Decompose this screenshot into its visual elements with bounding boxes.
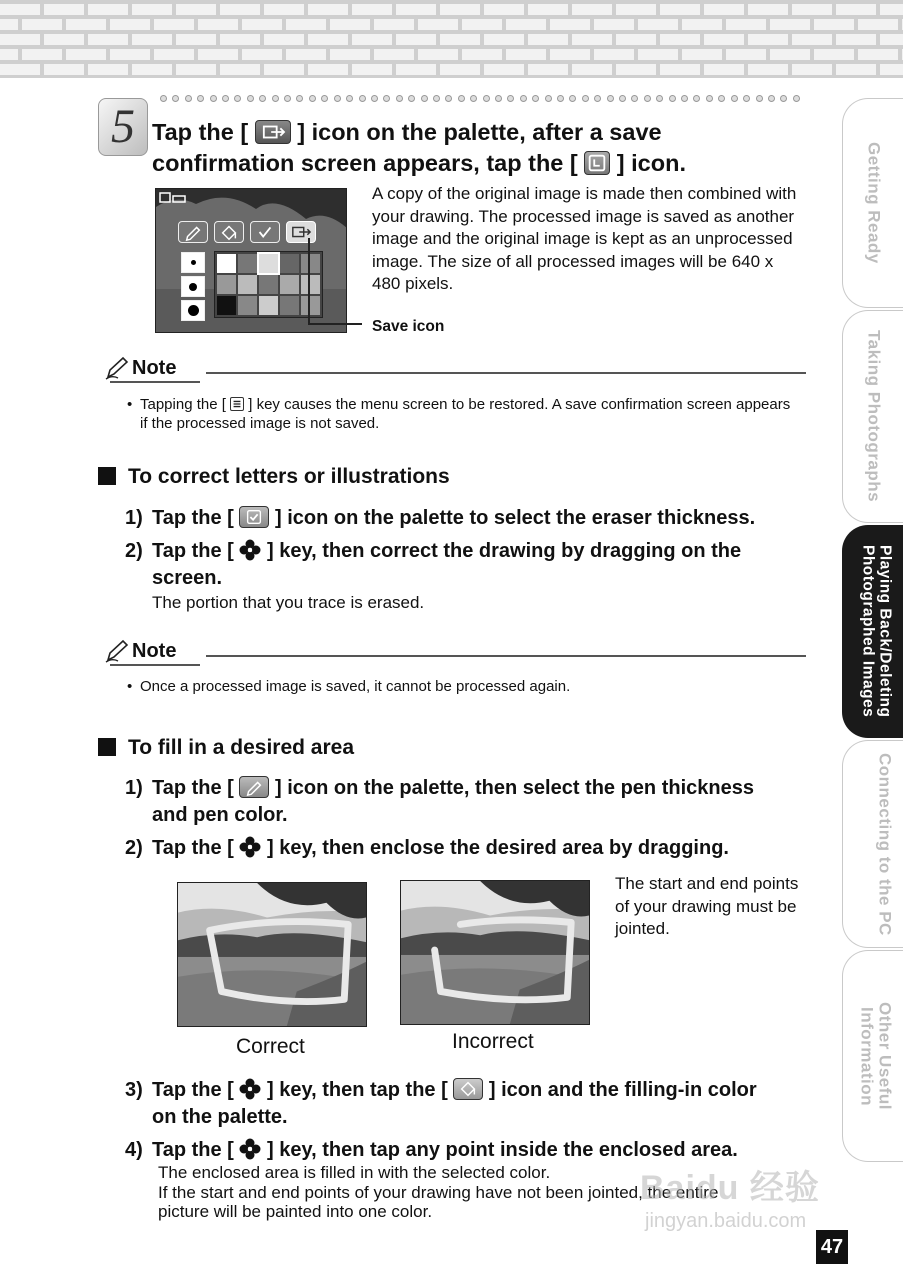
color-swatch[interactable] [280, 275, 299, 294]
note-underline [110, 664, 200, 666]
watermark-url: jingyan.baidu.com [645, 1210, 807, 1232]
bullet: • [127, 396, 133, 413]
photo-incorrect [400, 880, 590, 1025]
brick-header [0, 0, 903, 78]
list-item: 4) Tap the [ ] key, then tap any point inside the enclosed area. [125, 1139, 738, 1161]
color-swatch[interactable] [217, 275, 236, 294]
thickness-small[interactable] [181, 252, 205, 273]
note-label: Note [132, 356, 177, 379]
list-item: 2) Tap the [ ] key, then enclose the desired area by dragging. [125, 837, 729, 859]
square-bullet [98, 738, 116, 756]
save-icon-label: Save icon [372, 318, 445, 335]
brick-row [0, 64, 903, 75]
tab-label: Getting Ready [864, 142, 884, 264]
dotted-rule [160, 95, 800, 103]
square-bullet [98, 467, 116, 485]
camera-screen [155, 188, 347, 333]
step-title: Tap the [ ] icon on the palette, after a save confirmation screen appears, tap the [ ] icon. [152, 119, 686, 176]
color-swatch[interactable] [301, 275, 320, 294]
watermark: Baidu 经验 [640, 1169, 820, 1207]
callout-line [308, 238, 310, 324]
list-item: 3) Tap the [ ] key, then tap the [ ] icon and the filling-in color on the palette. [125, 1079, 757, 1128]
caption-correct: Correct [236, 1035, 305, 1058]
note-heading [104, 353, 176, 383]
final-line: The enclosed area is filled in with the selected color. [158, 1163, 551, 1182]
photo-correct [177, 882, 367, 1027]
save-icon [255, 120, 291, 144]
cross-key-icon [239, 1078, 261, 1100]
confirm-icon [584, 151, 610, 175]
color-swatch[interactable] [259, 254, 278, 273]
thickness-medium[interactable] [181, 276, 205, 297]
color-swatch[interactable] [217, 296, 236, 315]
bullet: • [127, 678, 133, 695]
final-line: If the start and end points of your drawing have not been jointed, the entire [158, 1183, 719, 1202]
tab-connecting-pc[interactable] [842, 740, 903, 948]
color-swatch[interactable] [238, 296, 257, 315]
pen-icon [239, 776, 269, 798]
color-swatch[interactable] [280, 296, 299, 315]
cross-key-icon [239, 836, 261, 858]
tab-getting-ready[interactable] [842, 98, 903, 308]
tab-other-useful[interactable] [842, 950, 903, 1162]
step-number: 5 [98, 98, 148, 156]
brick-row [0, 19, 903, 30]
note-text: Tapping the [ ] key causes the menu screen to be restored. A save confirmation screen appears if the processed image is not saved. [140, 396, 791, 432]
page-number: 47 [816, 1230, 848, 1264]
note-label: Note [132, 639, 177, 662]
color-swatch[interactable] [301, 254, 320, 273]
list-item: 2) Tap the [ ] key, then correct the drawing by dragging on the screen. [125, 540, 742, 589]
color-swatch[interactable] [259, 296, 278, 315]
list-item: 1) Tap the [ ] icon on the palette, then select the pen thickness and pen color. [125, 777, 754, 826]
step-description: A copy of the original image is made then combined with your drawing. The processed image is saved as another image and the original image is kept as an unprocessed image. The size of all processed images will be 640 x 480 pixels. [372, 184, 797, 293]
pen-icon[interactable] [178, 221, 208, 243]
note-underline [110, 381, 200, 383]
color-swatch[interactable] [217, 254, 236, 273]
tab-label: Connecting to the PC [875, 752, 895, 936]
color-swatch[interactable] [259, 275, 278, 294]
color-palette [214, 251, 323, 318]
tab-playing-back[interactable] [842, 525, 903, 738]
callout-line [308, 323, 362, 325]
menu-icon [230, 397, 244, 411]
caption-incorrect: Incorrect [452, 1030, 534, 1053]
section-title: To fill in a desired area [98, 736, 354, 760]
color-swatch[interactable] [301, 296, 320, 315]
brick-row [0, 34, 903, 45]
cross-key-icon [239, 1138, 261, 1160]
tab-label: Taking Photographs [864, 330, 884, 503]
eraser-icon [239, 506, 269, 528]
pen-icon [104, 638, 130, 664]
save-icon[interactable] [286, 221, 316, 243]
note-rule [206, 655, 806, 657]
eraser-icon[interactable] [250, 221, 280, 243]
tab-label: Playing Back/Deleting Photographed Images [859, 545, 894, 718]
thickness-large[interactable] [181, 300, 205, 321]
pen-thickness-options [181, 252, 205, 321]
fill-icon[interactable] [214, 221, 244, 243]
final-line: picture will be painted into one color. [158, 1202, 433, 1221]
note-text: Once a processed image is saved, it cannot be processed again. [140, 678, 571, 695]
palette-toolbar [178, 221, 316, 243]
pen-icon [104, 355, 130, 381]
color-swatch[interactable] [238, 254, 257, 273]
section-title: To correct letters or illustrations [98, 465, 450, 489]
note-heading [104, 636, 176, 666]
fill-icon [453, 1078, 483, 1100]
cross-key-icon [239, 539, 261, 561]
tab-label: Other Useful Information [857, 1001, 895, 1111]
note-rule [206, 372, 806, 374]
brick-row [0, 4, 903, 15]
side-note: The start and end points of your drawing must be jointed. [615, 874, 799, 938]
tab-taking-photographs[interactable] [842, 310, 903, 523]
color-swatch[interactable] [238, 275, 257, 294]
item-detail: The portion that you trace is erased. [152, 593, 425, 612]
brick-row [0, 49, 903, 60]
color-swatch[interactable] [280, 254, 299, 273]
list-item: 1) Tap the [ ] icon on the palette to select the eraser thickness. [125, 507, 756, 529]
